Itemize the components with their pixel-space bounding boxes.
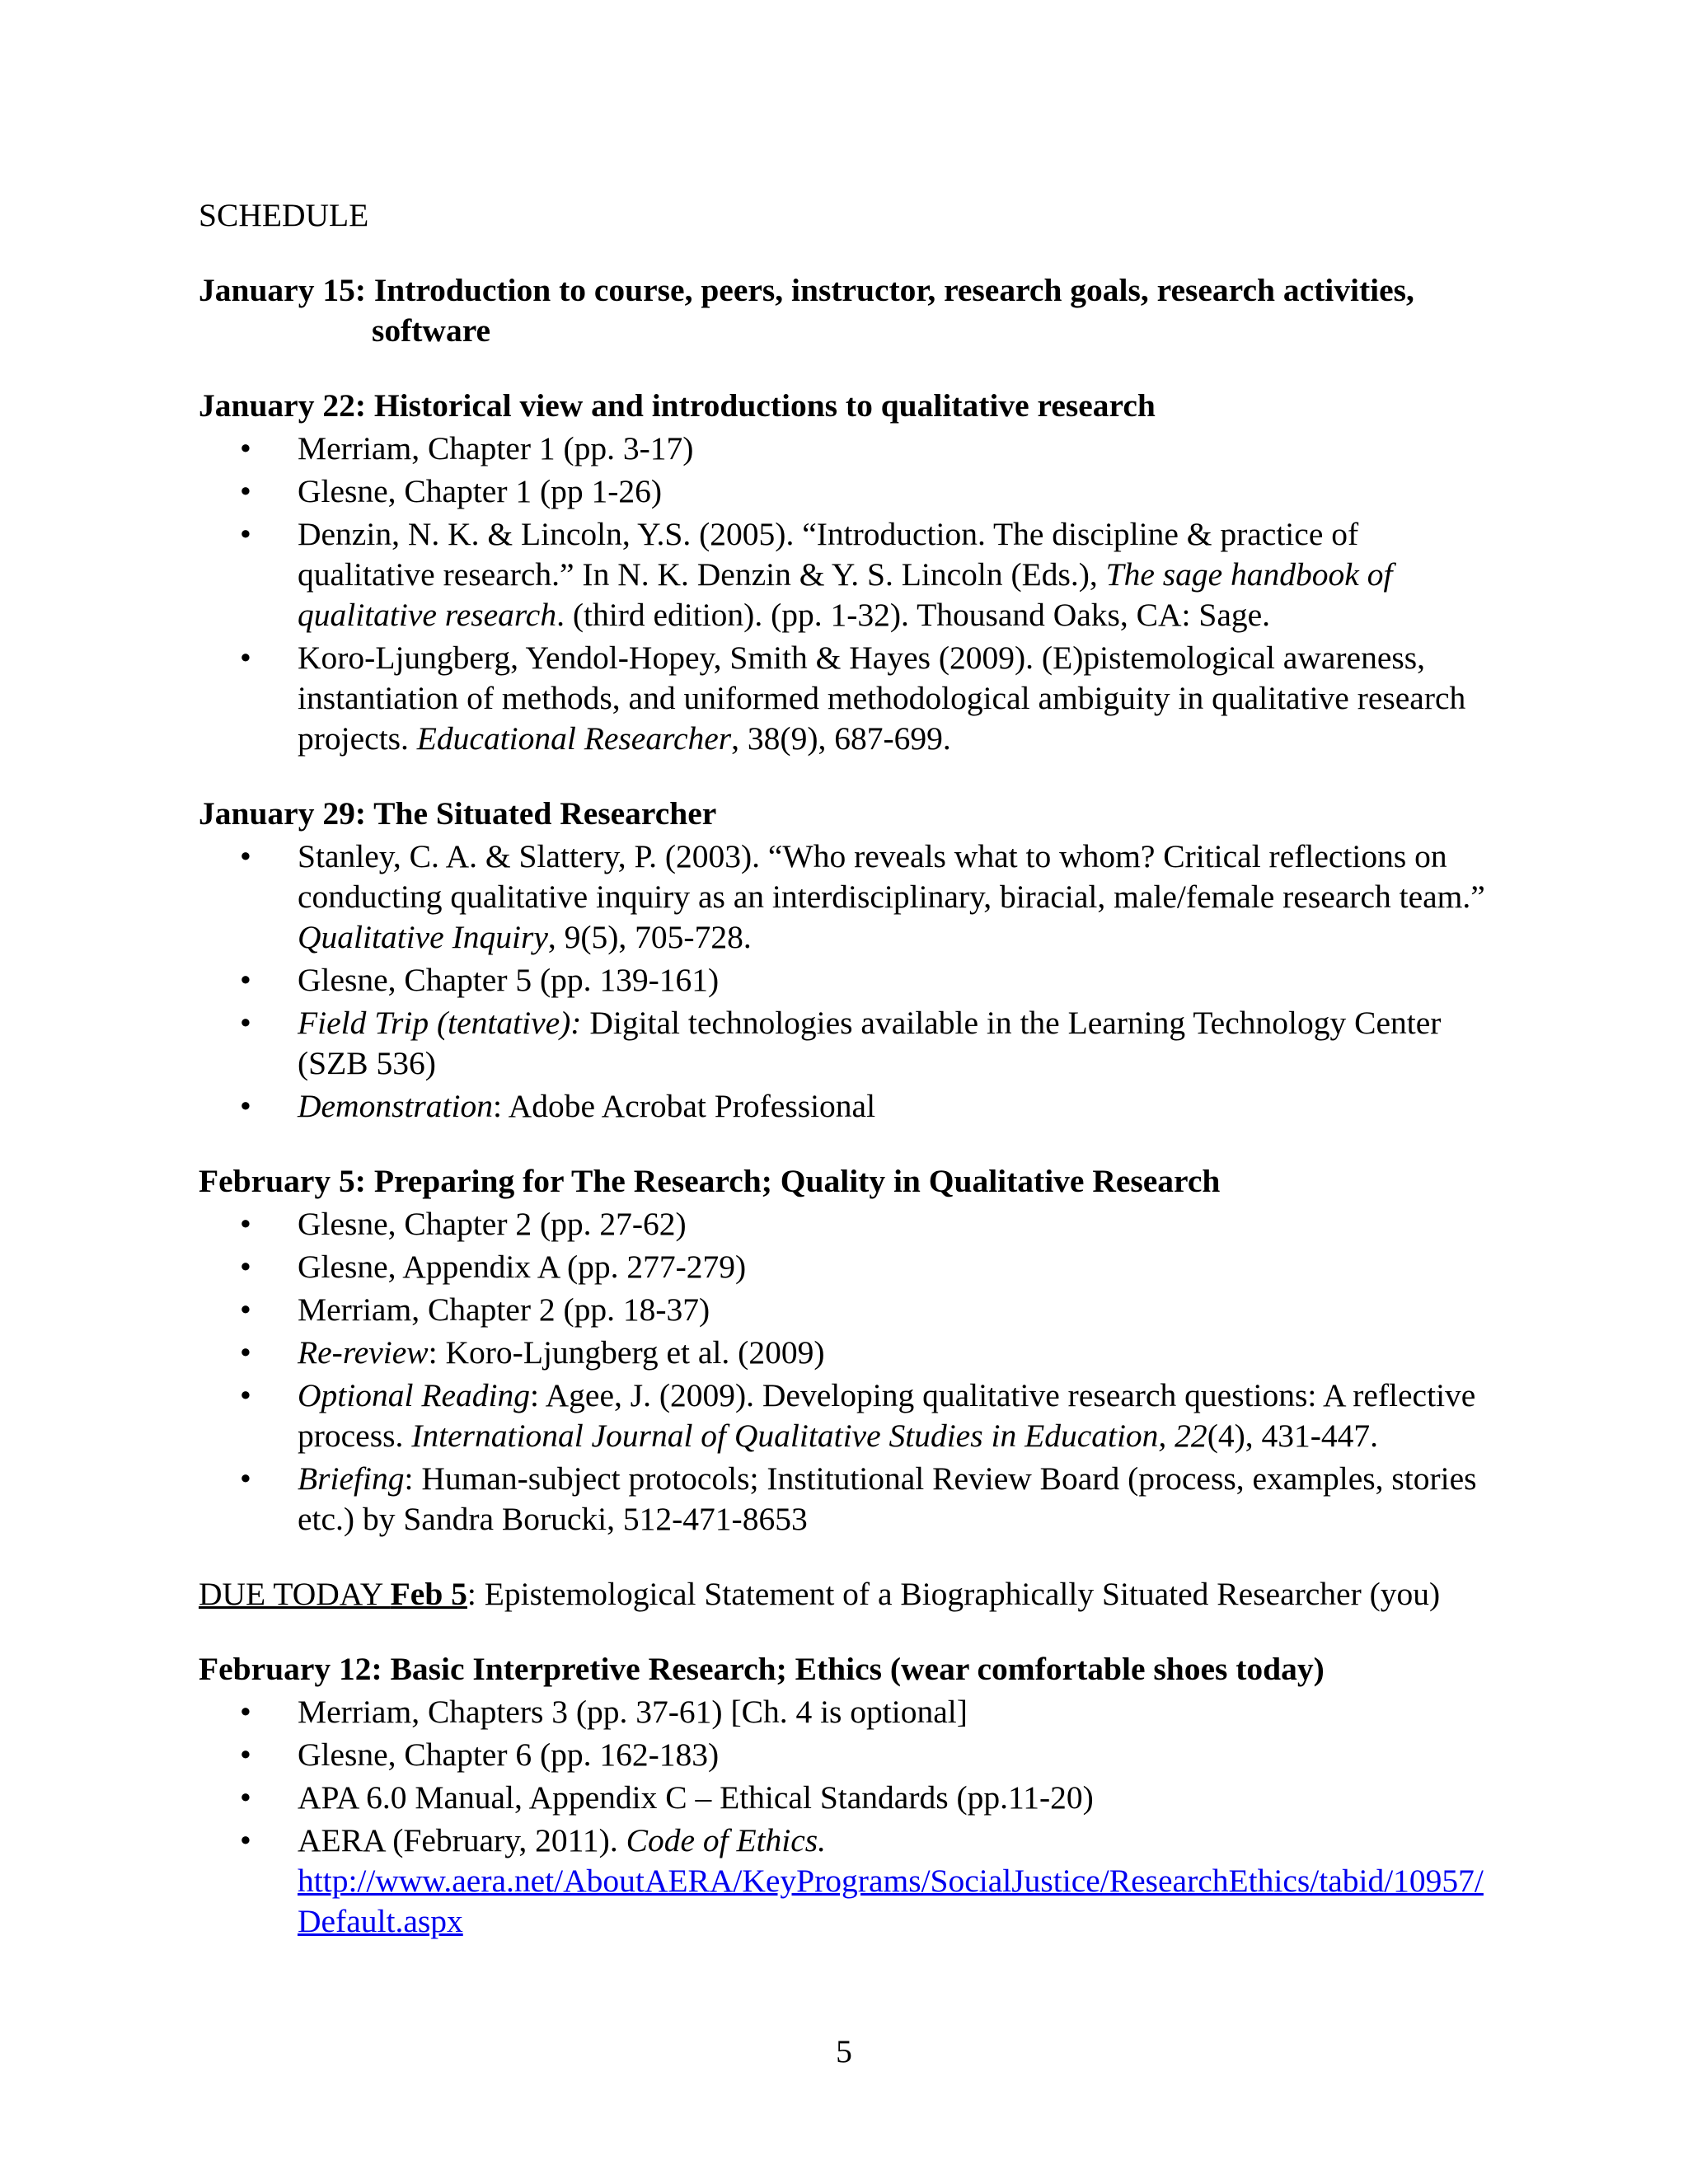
schedule-content [199,195,1501,1976]
reading-citation: Denzin, N. K. & Lincoln, Y.S. (2005). “Introduction. The discipline & practice of qualitative research.” In N. K. Denzin & Y. S. Lincoln (Eds.), [298,516,1359,593]
week-feb-12 [199,1649,1501,1942]
reading-title: The sage handbook of qualitative research [298,556,1393,633]
page-number: 5 [836,2033,852,2069]
list-item [199,1376,1501,1456]
week-heading [199,270,1501,351]
bullet-icon: • [240,962,251,998]
activity-label: Re-review [298,1334,429,1371]
bullet-icon: • [240,640,251,676]
list-item [199,1333,1501,1373]
journal-title: International Journal of Qualitative Studies in Education, 22 [411,1418,1207,1454]
reading-text: Merriam, Chapter 1 (pp. 3-17) [298,430,694,466]
aera-ethics-link[interactable]: http://www.aera.net/AboutAERA/KeyPrograms/SocialJustice/ResearchEthics/tabid/10957/Default.aspx [298,1863,1484,1939]
list-item [199,514,1501,635]
reading-details: . (third edition). (pp. 1-32). Thousand Oaks, CA: Sage. [556,597,1271,633]
activity-label: Briefing [298,1460,405,1497]
bullet-icon: • [240,1460,251,1497]
week-jan-15 [199,270,1501,351]
bullet-icon: • [240,1291,251,1328]
week-heading-continuation: software [372,312,491,349]
reading-list [199,429,1501,759]
bullet-icon: • [240,1088,251,1124]
week-jan-29 [199,794,1501,1127]
reading-list [199,1204,1501,1540]
due-text: : Epistemological Statement of a Biographically Situated Researcher (you) [467,1576,1441,1612]
reading-title: Code of Ethics. [626,1822,827,1858]
list-item [199,471,1501,512]
journal-title: Qualitative Inquiry [298,919,548,955]
bullet-icon: • [240,838,251,874]
week-heading: February 5: Preparing for The Research; Quality in Qualitative Research [199,1163,1221,1199]
activity-text: : Adobe Acrobat Professional [493,1088,876,1124]
reading-text: APA 6.0 Manual, Appendix C – Ethical Standards (pp.11-20) [298,1779,1094,1816]
bullet-icon: • [240,473,251,509]
list-item [199,1247,1501,1287]
list-item [199,960,1501,1001]
list-item [199,1003,1501,1084]
reading-citation: AERA (February, 2011). [298,1822,626,1858]
list-item [199,1821,1501,1942]
list-item [199,1778,1501,1818]
reading-citation: Koro-Ljungberg, Yendol-Hopey, Smith & Hayes (2009). (E)pistemological awareness, instantiation of methods, and uniformed methodological ambiguity in qualitative research projects. [298,640,1466,757]
bullet-icon: • [240,1206,251,1242]
reading-details: , 38(9), 687-699. [731,720,951,757]
list-item [199,1290,1501,1330]
week-jan-22 [199,386,1501,759]
activity-text: Digital technologies available in the Learning Technology Center (SZB 536) [298,1005,1442,1081]
list-item [199,638,1501,759]
activity-label: Demonstration [298,1088,493,1124]
bullet-icon: • [240,516,251,552]
bullet-icon: • [240,1334,251,1371]
list-item [199,1086,1501,1127]
list-item [199,429,1501,469]
week-heading: February 12: Basic Interpretive Research; Ethics (wear comfortable shoes today) [199,1651,1325,1687]
reading-text: Glesne, Chapter 2 (pp. 27-62) [298,1206,687,1242]
reading-citation: Stanley, C. A. & Slattery, P. (2003). “Who reveals what to whom? Critical reflections on conducting qualitative inquiry as an interdisciplinary, biracial, male/female research team.” [298,838,1485,915]
bullet-icon: • [240,1377,251,1413]
reading-details: , 9(5), 705-728. [547,919,752,955]
list-item [199,1735,1501,1775]
bullet-icon: • [240,1779,251,1816]
list-item [199,1204,1501,1244]
week-heading: January 22: Historical view and introductions to qualitative research [199,387,1156,424]
list-item [199,1459,1501,1540]
bullet-icon: • [240,430,251,466]
reading-text: Merriam, Chapter 2 (pp. 18-37) [298,1291,710,1328]
activity-label: Field Trip (tentative): [298,1005,582,1041]
bullet-icon: • [240,1736,251,1773]
activity-label: Optional Reading [298,1377,530,1413]
week-heading: January 29: The Situated Researcher [199,795,717,832]
reading-text: Glesne, Chapter 6 (pp. 162-183) [298,1736,720,1773]
reading-text: Glesne, Chapter 1 (pp 1-26) [298,473,663,509]
reading-citation: : Agee, J. (2009). Developing qualitative research questions: A reflective process. [298,1377,1476,1454]
due-notice [199,1574,1501,1615]
reading-text: Merriam, Chapters 3 (pp. 37-61) [Ch. 4 is optional] [298,1694,968,1730]
reading-text: Glesne, Chapter 5 (pp. 139-161) [298,962,720,998]
journal-title: Educational Researcher [416,720,732,757]
bullet-icon: • [240,1822,251,1858]
reading-text: Glesne, Appendix A (pp. 277-279) [298,1249,747,1285]
list-item [199,1692,1501,1732]
reading-list [199,837,1501,1127]
bullet-icon: • [240,1694,251,1730]
bullet-icon: • [240,1249,251,1285]
week-feb-5 [199,1161,1501,1540]
due-label: DUE TODAY [199,1576,391,1612]
schedule-title: SCHEDULE [199,197,369,233]
activity-text: : Human-subject protocols; Institutional Review Board (process, examples, stories etc.) by Sandra Borucki, 512-471-8653 [298,1460,1477,1537]
activity-text: : Koro-Ljungberg et al. (2009) [428,1334,825,1371]
week-heading-text: January 15: Introduction to course, peers, instructor, research goals, research activities, [199,272,1414,308]
reading-details: (4), 431-447. [1207,1418,1379,1454]
reading-list [199,1692,1501,1942]
list-item [199,837,1501,958]
due-date: Feb 5 [390,1576,467,1612]
bullet-icon: • [240,1005,251,1041]
